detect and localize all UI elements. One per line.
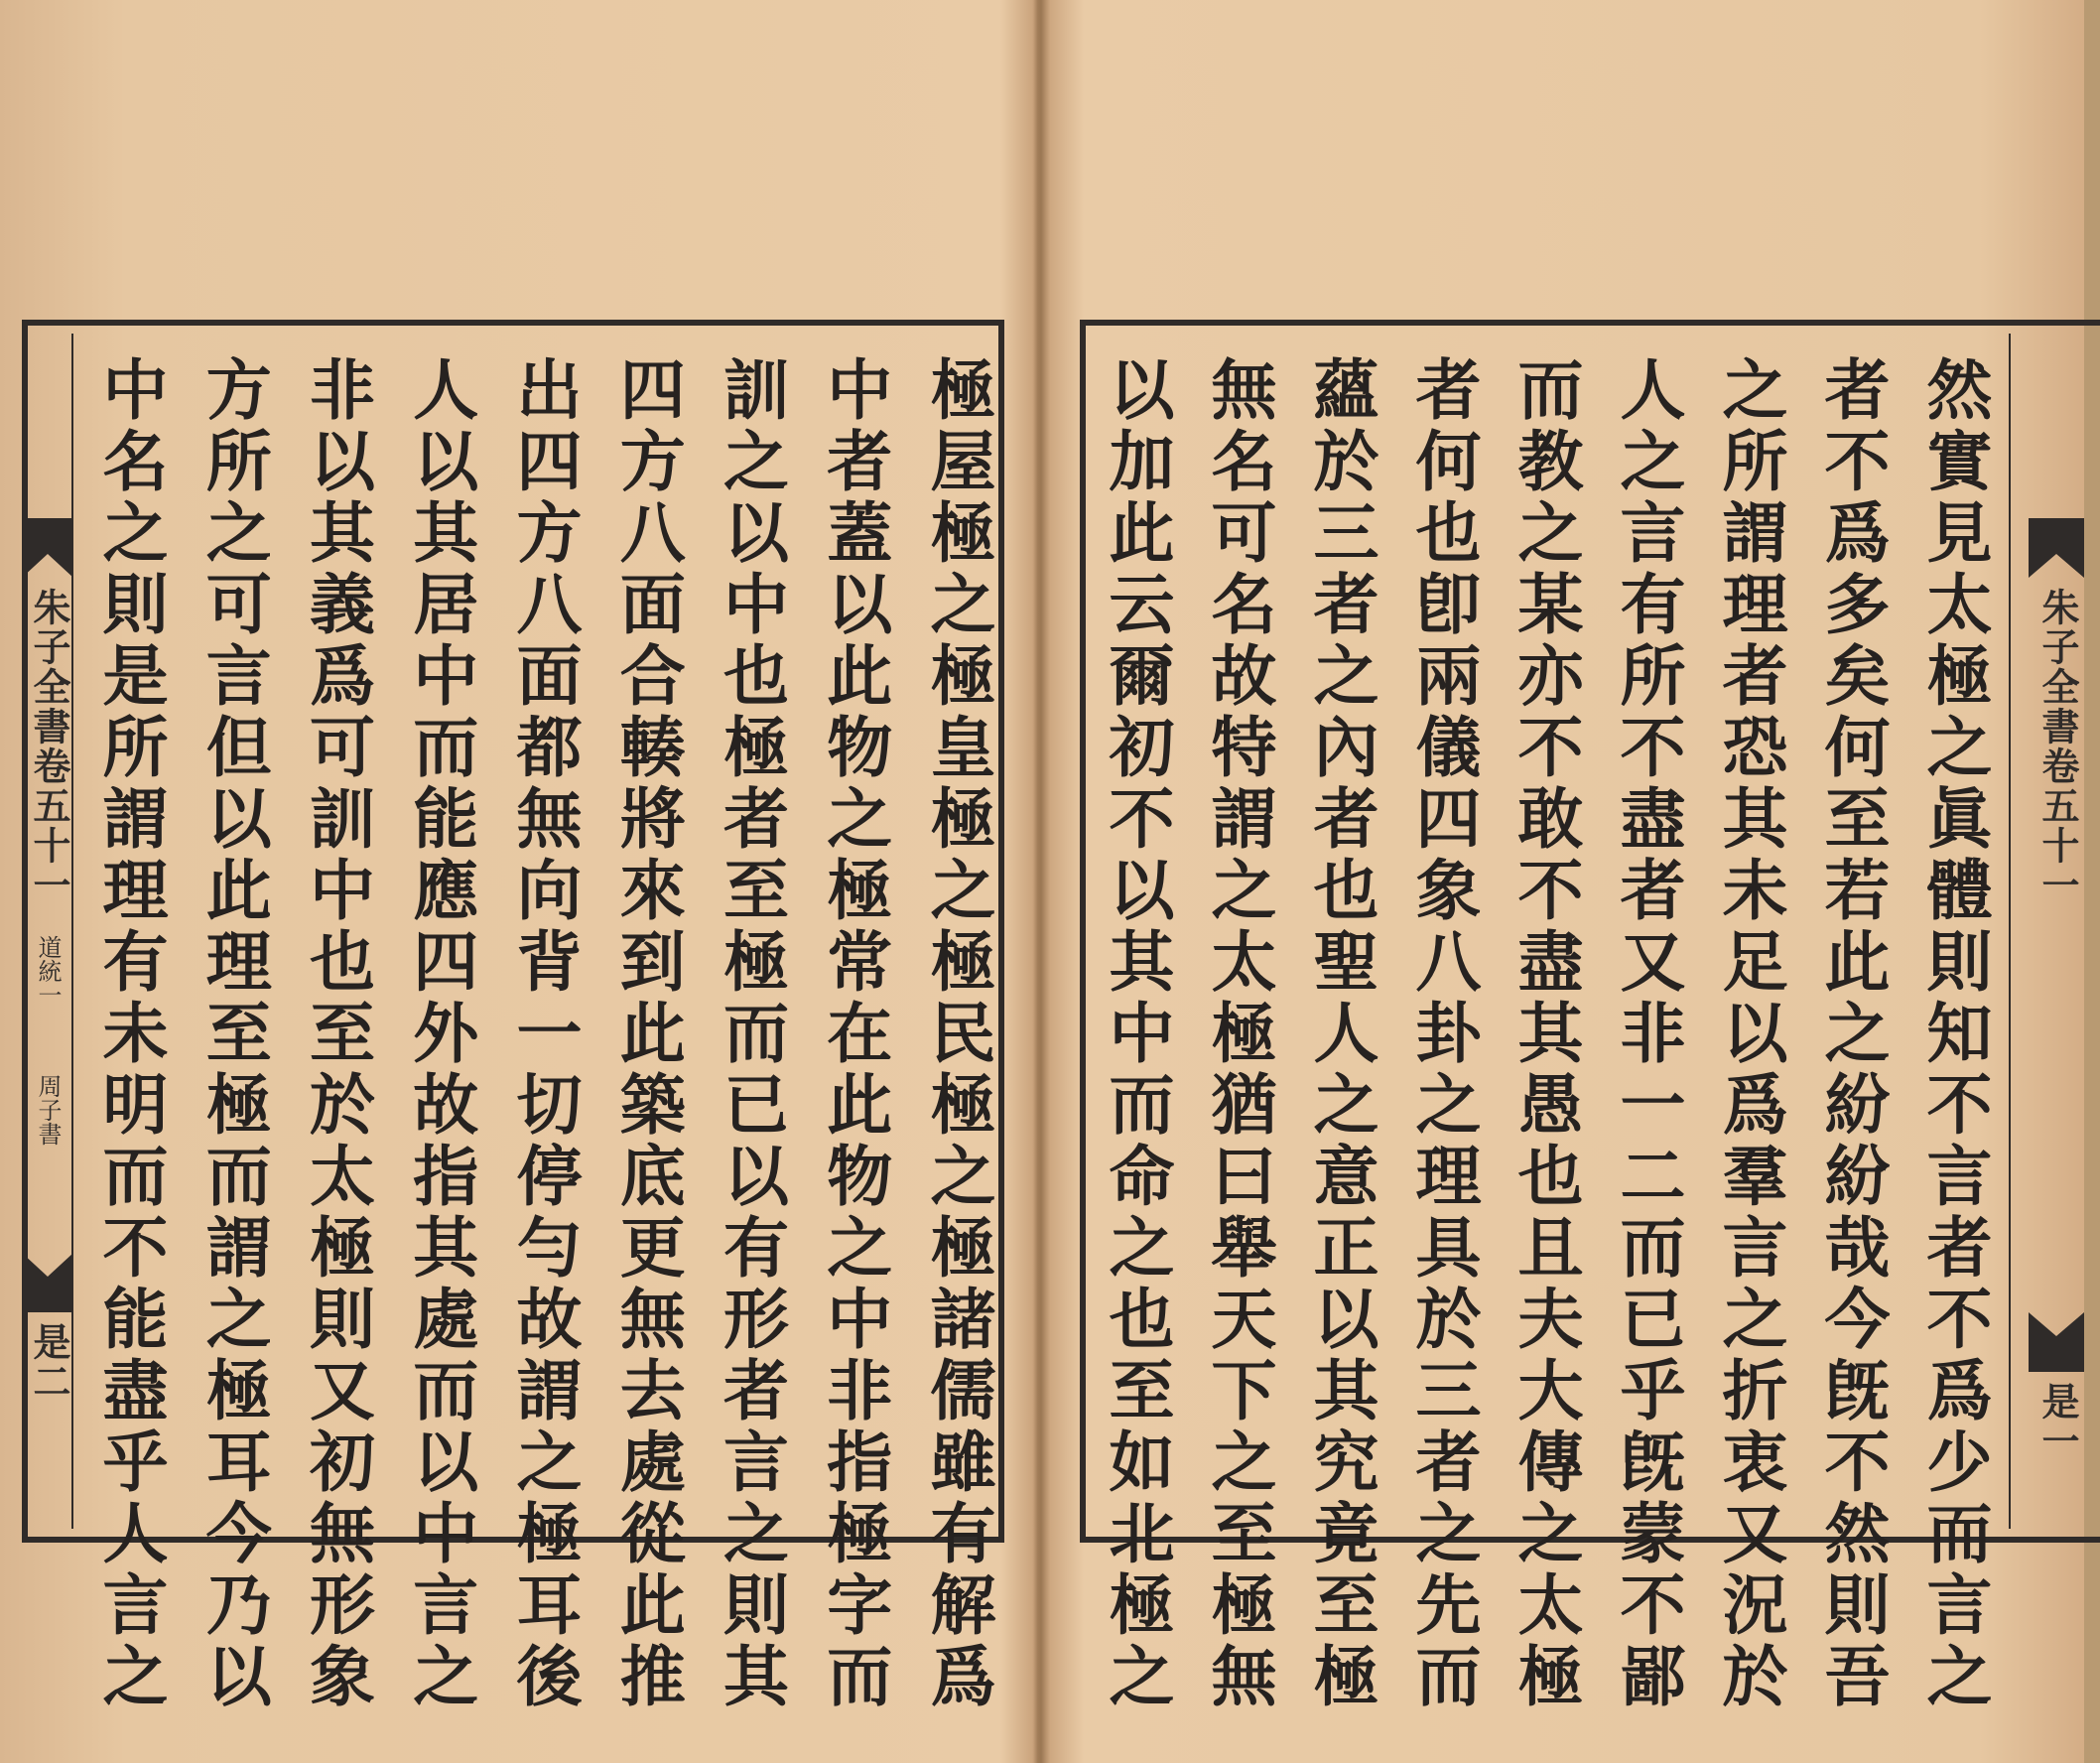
text-column: 中者蓋以此物之極常在此物之中非指極字而 — [815, 355, 893, 1713]
text-column: 出四方八面都無向背一切停勻故謂之極耳後 — [505, 355, 583, 1713]
left-page-text — [91, 355, 996, 1713]
text-column: 方所之可言但以此理至極而謂之極耳今乃以 — [195, 355, 273, 1713]
folio-number: 是一 — [2035, 1382, 2080, 1461]
text-column: 非以其義爲可訓中也至於太極則又初無形象 — [298, 355, 376, 1713]
text-column: 者不爲多矣何至若此之紛紛哉今旣不然則吾 — [1813, 355, 1891, 1713]
text-column: 人以其居中而能應四外故指其處而以中言之 — [401, 355, 479, 1713]
margin-section: 道統一 — [34, 935, 62, 1007]
text-column: 然實見太極之眞體則知不言者不爲少而言之 — [1915, 355, 1993, 1713]
right-page-frame — [1080, 320, 2100, 1713]
text-column: 者何也卽兩儀四象八卦之理具於三者之先而 — [1404, 355, 1482, 1713]
text-column: 四方八面合輳將來到此築底更無去處從此推 — [608, 355, 687, 1713]
text-column: 蘊於三者之內者也聖人之意正以其究竟至極 — [1302, 355, 1379, 1713]
right-page — [1044, 0, 2084, 1763]
margin-title: 朱子全書卷五十一 — [2035, 588, 2080, 905]
text-column: 以加此云爾初不以其中而命之也至如北極之 — [1098, 355, 1175, 1713]
left-page-frame — [22, 320, 1004, 1713]
fish-tail-mark — [2029, 518, 2084, 578]
left-page — [0, 0, 1038, 1763]
text-column: 極屋極之極皇極之極民極之極諸儒雖有解爲 — [919, 355, 996, 1713]
right-margin-strip — [2029, 320, 2084, 1543]
text-column: 而教之某亦不敢不盡其愚也且夫大傳之太極 — [1507, 355, 1584, 1713]
text-column: 中名之則是所謂理有未明而不能盡乎人言之 — [91, 355, 169, 1713]
margin-subsection: 周子書 — [34, 1074, 62, 1146]
folio-number: 是二 — [27, 1322, 71, 1402]
margin-title: 朱子全書卷五十一 — [27, 588, 71, 905]
right-frame-rule — [2009, 334, 2011, 1529]
right-page-text — [1098, 355, 1993, 1713]
fish-tail-mark — [2029, 1312, 2084, 1372]
text-column: 人之言有所不盡者又非一二而已乎旣蒙不鄙 — [1609, 355, 1686, 1713]
text-column: 無名可名故特謂之太極猶曰舉天下之至極無 — [1200, 355, 1277, 1713]
text-column: 訓之以中也極者至極而已以有形者言之則其 — [712, 355, 790, 1713]
left-margin-strip — [22, 320, 73, 1543]
fish-tail-mark — [22, 518, 73, 578]
fish-tail-mark — [22, 1253, 73, 1312]
text-column: 之所謂理者恐其未足以爲羣言之折衷又況於 — [1711, 355, 1788, 1713]
